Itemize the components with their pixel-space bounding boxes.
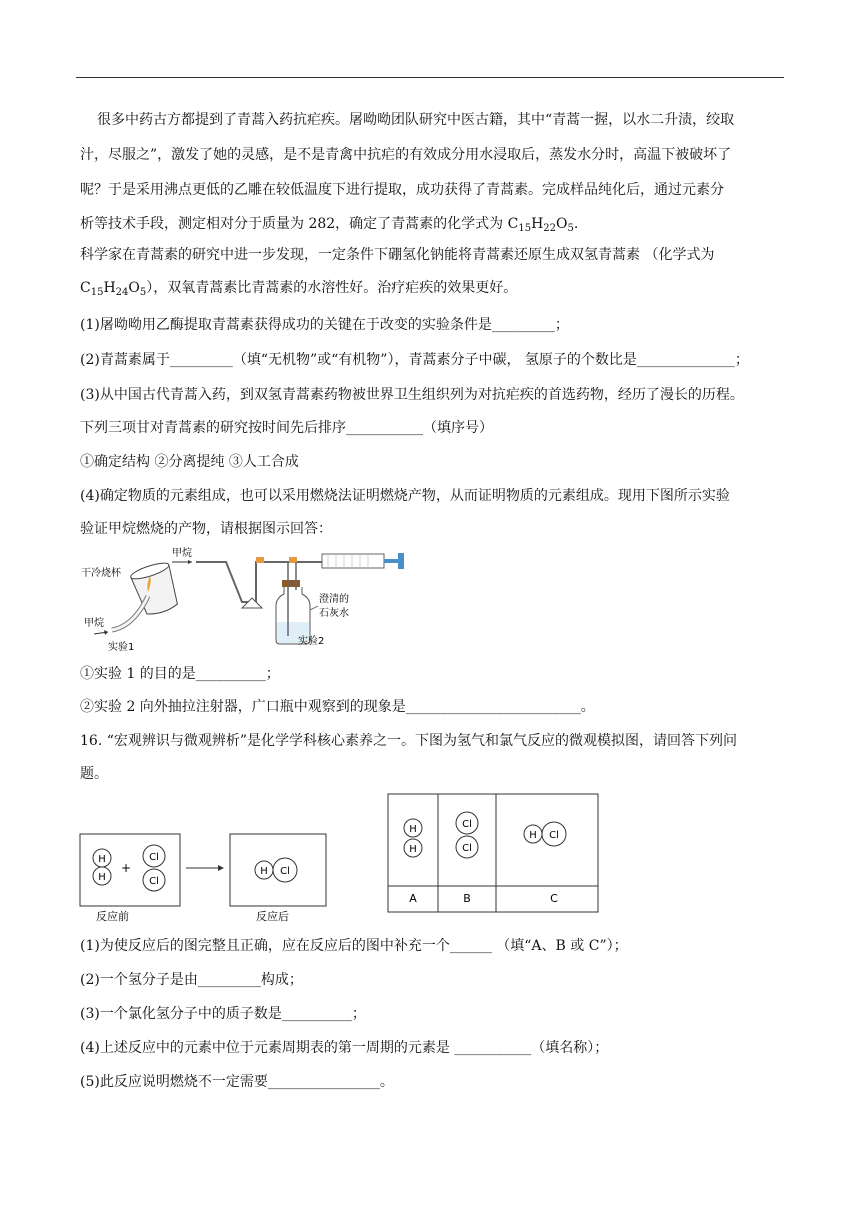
atom-cl: Cl: [462, 819, 472, 830]
atom-h: H: [409, 844, 417, 855]
reaction-micro-diagram: [76, 790, 606, 930]
question-4: (4)确定物质的元素组成，也可以采用燃烧法证明燃烧产物，从而证明物质的元素组成。现用下图所示实验: [80, 488, 730, 504]
option-c-label: C: [550, 892, 558, 905]
sub-question-3: (3)一个氯化氢分子中的质子数是__________；: [80, 1006, 366, 1022]
lime-water-label: 石灰水: [319, 608, 349, 619]
rubber-connector: [256, 557, 264, 563]
atom-h: H: [409, 824, 417, 835]
bottle-stopper: [282, 580, 300, 587]
atom-cl: Cl: [280, 866, 290, 877]
question-16: 16. “宏观辨识与微观辨析”是化学学科核心素养之一。下图为氢气和氯气反应的微观模拟图，请回答下列问: [80, 733, 738, 749]
after-reaction-box: [230, 834, 326, 923]
atom-cl: Cl: [462, 843, 472, 854]
beaker: [129, 560, 182, 618]
question-16-cont: 题。: [80, 766, 108, 782]
atom-h: H: [98, 854, 106, 865]
option-b-label: B: [463, 892, 471, 905]
experiment-1: [81, 560, 182, 653]
beaker-label: 干冷烧杯: [81, 568, 121, 579]
methane-label: 甲烷: [84, 618, 104, 629]
syringe-plunger: [384, 559, 398, 563]
question-4-1: ①实验 1 的目的是__________；: [80, 666, 280, 682]
paragraph-line-formula: 析等技术手段，测定相对分于质量为 282，确定了青蒿素的化学式为 $C_{15}H_{22}O_5$.: [80, 216, 579, 234]
sub-question-5: (5)此反应说明燃烧不一定需要________________。: [80, 1074, 394, 1090]
after-caption: 反应后: [256, 910, 289, 923]
before-caption: 反应前: [96, 910, 129, 923]
atom-h: H: [260, 866, 268, 877]
question-2: (2)青蒿素属于_________（填“无机物”或“有机物”），青蒿素分子中碳， 氢原子的个数比是______________；: [80, 352, 749, 368]
atom-cl: Cl: [149, 876, 159, 887]
plus-sign: +: [120, 861, 132, 875]
sub-question-4: (4)上述反应中的元素中位于元素周期表的第一周期的元素是 ___________（填名称）；: [80, 1040, 609, 1056]
question-3-options: ①确定结构 ②分离提纯 ③人工合成: [80, 454, 299, 470]
sub-question-1: (1)为使反应后的图完整且正确，应在反应后的图中补充一个______ （填“A、B 或 C”）；: [80, 938, 628, 954]
combustion-experiment-figure: [76, 540, 416, 660]
atom-h: H: [529, 830, 537, 841]
atom-cl: Cl: [149, 852, 159, 863]
methane-label: 甲烷: [172, 548, 192, 559]
option-a-label: A: [409, 892, 417, 905]
before-reaction-box: [80, 834, 180, 923]
atom-cl: Cl: [549, 830, 559, 841]
paragraph-line-formula: $C_{15}H_{24}O_5$），双氧青蒿素比青蒿素的水溶性好。治疗疟疾的效果更好。: [80, 280, 518, 298]
question-3-cont: 下列三项甘对青蒿素的研究按时间先后排序___________（填序号）: [80, 420, 493, 436]
glass-tube: [196, 562, 290, 602]
sub-question-2: (2)一个氢分子是由_________构成；: [80, 972, 303, 988]
lime-water-label: 澄清的: [319, 594, 349, 605]
paragraph-line: 呢？于是采用沸点更低的乙雕在较低温度下进行提取，成功获得了青蒿素。完成样品纯化后，通过元素分: [80, 182, 724, 198]
paragraph-line: 汁，尽服之”，激发了她的灵感，是不是青禽中抗疟的有效成分用水浸取后，蒸发水分时，高温下被破坏了: [80, 147, 732, 163]
question-4-2: ②实验 2 向外抽拉注射器，广口瓶中观察到的现象是_________________________。: [80, 699, 595, 715]
question-1: (1)屠呦呦用乙酶提取青蒿素获得成功的关键在于改变的实验条件是_________；: [80, 317, 569, 333]
paragraph-line: 很多中药古方都提到了青蒿入药抗疟疾。屠呦呦团队研究中医古籍，其中“青蒿一握，以水二升渍，绞取: [97, 112, 735, 128]
header-rule: [76, 77, 784, 78]
syringe-barrel: [322, 554, 384, 568]
exp2-caption: 实验2: [298, 636, 325, 647]
experiment-2: [172, 546, 404, 647]
paragraph-line: 科学家在青蒿素的研究中进一步发现，一定条件下硼氢化钠能将青蒿素还原生成双氢青蒿素 （化学式为: [80, 247, 715, 263]
question-3: (3)从中国古代青蒿入药，到双氢青蒿素药物被世界卫生组织列为对抗疟疾的首选药物，经历了漫长的历程。: [80, 387, 744, 403]
options-table: [388, 794, 598, 912]
question-4-cont: 验证甲烷燃烧的产物，请根据图示回答：: [80, 521, 332, 537]
exp1-caption: 实验1: [108, 642, 135, 653]
atom-h: H: [98, 872, 106, 883]
